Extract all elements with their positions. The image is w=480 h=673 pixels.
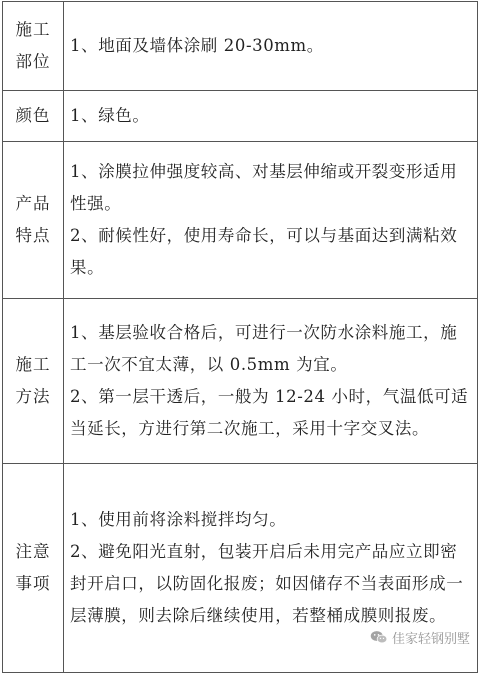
row-content bbox=[64, 2, 478, 91]
row-label: 施工部位 bbox=[3, 2, 64, 91]
row-label: 产品特点 bbox=[3, 142, 64, 299]
row-content bbox=[64, 299, 478, 464]
content-line: 1、基层验收合格后，可进行一次防水涂料施工，施工一次不宜太薄，以 0.5mm 为宜。 bbox=[70, 323, 458, 374]
content-line: 1、地面及墙体涂刷 20-30mm。 bbox=[70, 36, 324, 55]
spec-table bbox=[2, 1, 478, 673]
watermark-text: 佳家轻钢别墅 bbox=[391, 632, 470, 647]
content-line: 1、使用前将涂料搅拌均匀。 bbox=[70, 510, 287, 529]
row-label: 颜色 bbox=[3, 91, 64, 142]
watermark bbox=[370, 628, 470, 647]
row-content bbox=[64, 142, 478, 299]
row-label: 注意事项 bbox=[3, 464, 64, 673]
content-line: 1、绿色。 bbox=[70, 106, 150, 125]
content-line: 2、第一层干透后，一般为 12-24 小时，气温低可适当延长，方进行第二次施工，采用十字交叉法。 bbox=[70, 387, 469, 438]
content-line: 1、涂膜拉伸强度较高、对基层伸缩或开裂变形适用性强。 bbox=[70, 162, 458, 213]
content-line: 2、避免阳光直射，包装开启后未用完产品应立即密封开启口，以防固化报废；如因储存不当表面形成一层薄膜，则去除后继续使用，若整桶成膜则报废。 bbox=[70, 542, 464, 625]
wechat-logo-icon bbox=[370, 630, 388, 645]
table-row-color bbox=[3, 91, 478, 142]
row-content bbox=[64, 91, 478, 142]
row-label: 施工方法 bbox=[3, 299, 64, 464]
content-line: 2、耐候性好，使用寿命长，可以与基面达到满粘效果。 bbox=[70, 226, 458, 277]
table-row-construction-method bbox=[3, 299, 478, 464]
table-row-construction-area bbox=[3, 2, 478, 91]
table-row-product-features bbox=[3, 142, 478, 299]
